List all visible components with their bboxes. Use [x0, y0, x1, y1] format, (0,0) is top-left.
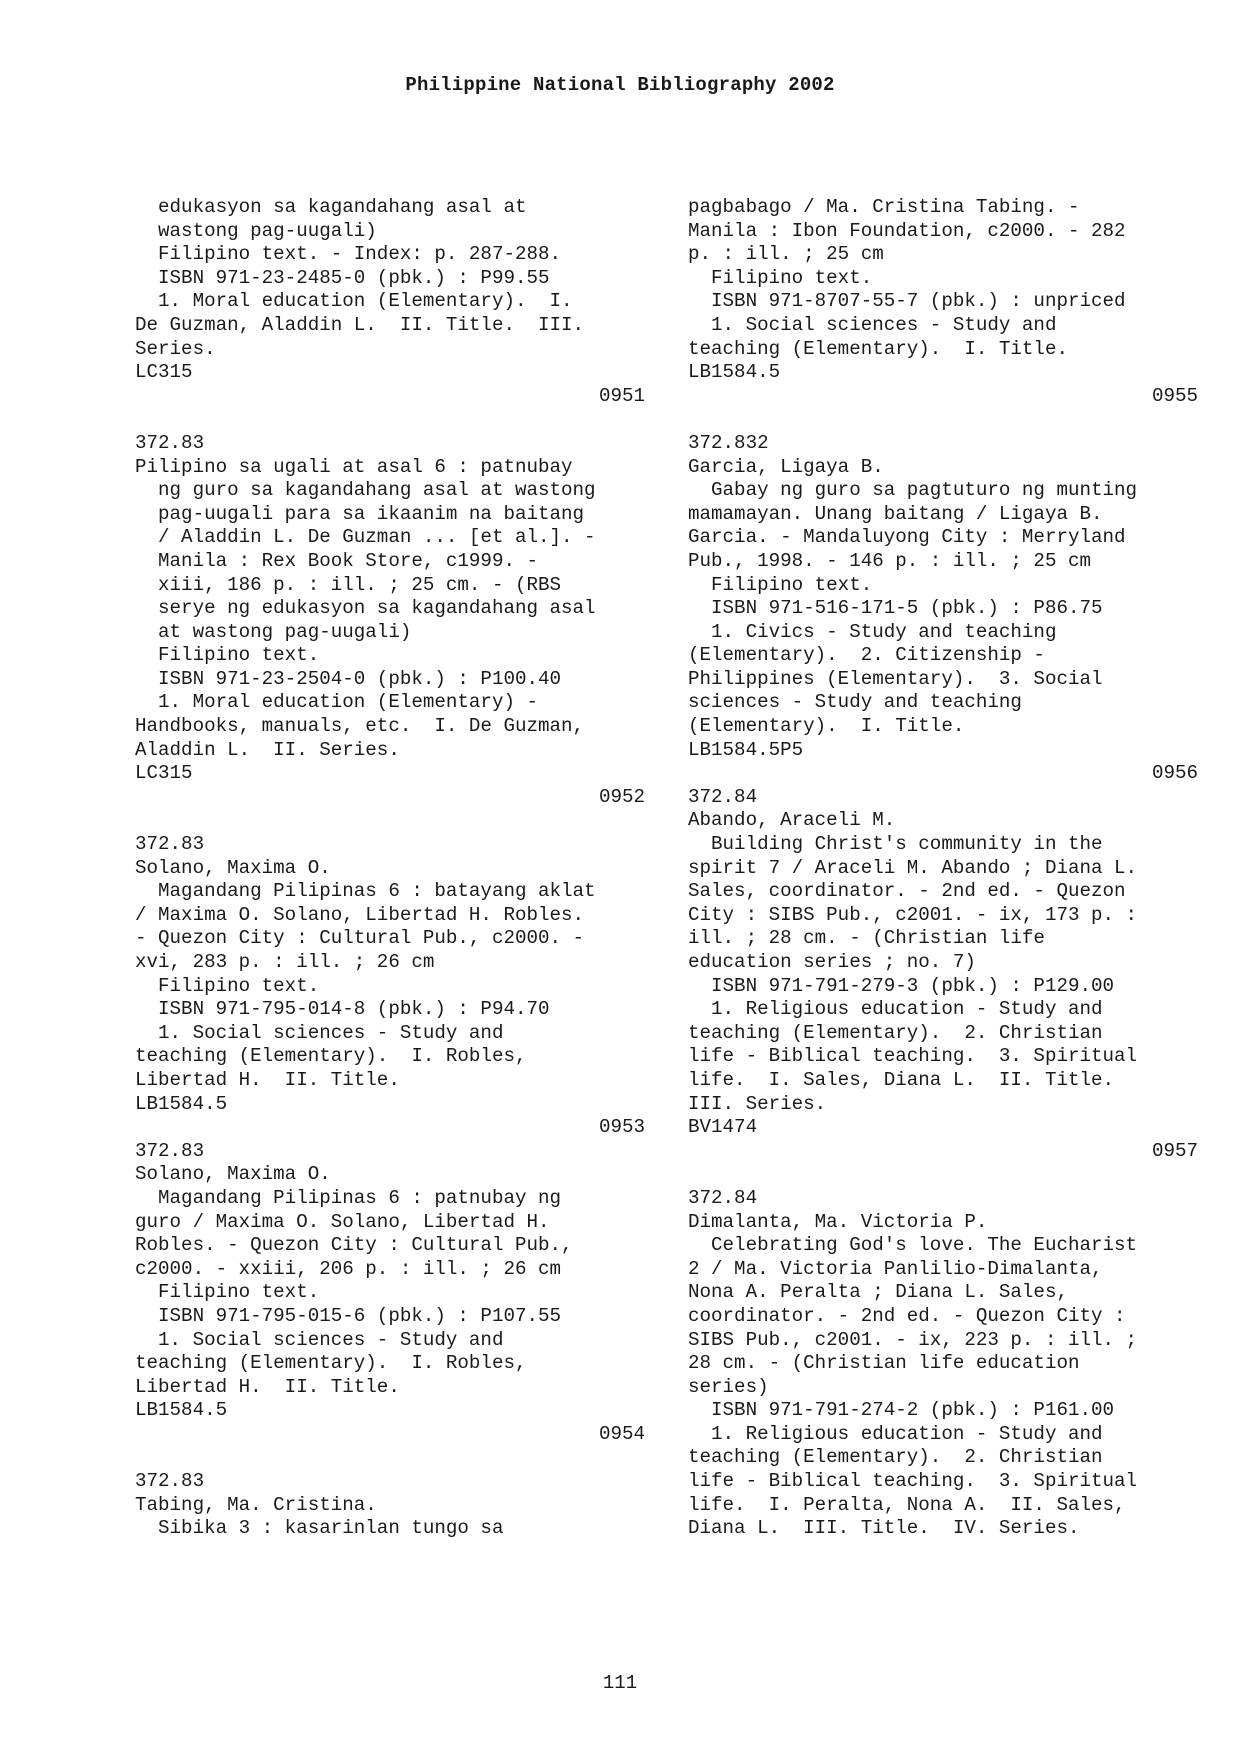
entry-line: Magandang Pilipinas 6 : patnubay ng: [135, 1186, 562, 1209]
entry-line: education series ; no. 7): [688, 951, 976, 973]
entry-line: Nona A. Peralta ; Diana L. Sales,: [688, 1281, 1068, 1304]
entry-line: 372.83: [135, 1470, 205, 1493]
entry-line: ng guro sa kagandahang asal at wastong: [135, 479, 596, 502]
entry-line: LC315: [135, 762, 193, 785]
entry-line: 1. Religious education - Study and: [688, 1422, 1103, 1445]
entry-line: Pub., 1998. - 146 p. : ill. ; 25 cm: [688, 549, 1092, 572]
bibliography-entry: [135, 1470, 645, 1541]
entry-line: 1. Religious education - Study and: [688, 998, 1103, 1021]
entry-number: 0954: [598, 1422, 645, 1445]
entry-number: 0952: [598, 785, 645, 808]
entry-line: at wastong pag-uugali): [135, 620, 412, 643]
entry-line: Pilipino sa ugali at asal 6 : patnubay: [135, 455, 573, 478]
entry-spacer: [135, 809, 645, 833]
entry-line: p. : ill. ; 25 cm: [688, 243, 884, 266]
entry-line: 372.83: [135, 431, 205, 454]
entry-line: Robles. - Quezon City : Cultural Pub.,: [135, 1234, 573, 1257]
entry-line: De Guzman, Aladdin L. II. Title. III.: [135, 313, 585, 336]
entry-line: III. Series.: [688, 1092, 827, 1115]
entry-line: Solano, Maxima O.: [135, 856, 331, 879]
entry-line: ISBN 971-23-2504-0 (pbk.) : P100.40: [135, 667, 562, 690]
entry-line: BV1474: [688, 1116, 758, 1139]
entry-line: 1. Social sciences - Study and: [135, 1021, 504, 1044]
entry-line: 1. Moral education (Elementary). I.: [135, 290, 573, 313]
entry-line: - Quezon City : Cultural Pub., c2000. -: [135, 927, 585, 950]
entry-line: sciences - Study and teaching: [688, 691, 1022, 714]
entry-line: / Maxima O. Solano, Libertad H. Robles.: [135, 903, 585, 926]
entry-line: pagbabago / Ma. Cristina Tabing. -: [688, 196, 1080, 218]
entry-spacer: [688, 1163, 1198, 1187]
entry-line: ISBN 971-516-171-5 (pbk.) : P86.75: [688, 597, 1103, 620]
bibliography-entry: [135, 432, 645, 810]
entry-line: ill. ; 28 cm. - (Christian life: [688, 927, 1045, 950]
entry-line: LB1584.5P5: [688, 738, 804, 761]
entry-line: wastong pag-uugali): [135, 219, 377, 242]
entry-line: life. I. Sales, Diana L. II. Title.: [688, 1068, 1115, 1091]
entry-line: Sibika 3 : kasarinlan tungo sa: [135, 1517, 504, 1540]
entry-line: 372.832: [688, 431, 769, 454]
entry-line: Filipino text.: [688, 573, 873, 596]
entry-line: spirit 7 / Araceli M. Abando ; Diana L.: [688, 856, 1138, 879]
entry-line: LB1584.5: [135, 1399, 228, 1422]
bibliography-entry: [688, 786, 1198, 1164]
entry-line: Gabay ng guro sa pagtuturo ng munting: [688, 479, 1138, 502]
entry-line: Abando, Araceli M.: [688, 809, 896, 832]
entry-line: LC315: [135, 361, 193, 384]
entry-line: Aladdin L. II. Series.: [135, 738, 400, 761]
entry-line: Solano, Maxima O.: [135, 1163, 331, 1186]
entry-line: 1. Civics - Study and teaching: [688, 620, 1057, 643]
entry-line: 1. Moral education (Elementary) -: [135, 691, 539, 714]
entry-line: coordinator. - 2nd ed. - Quezon City :: [688, 1304, 1126, 1327]
entry-line: Filipino text.: [688, 266, 873, 289]
entry-line: Handbooks, manuals, etc. I. De Guzman,: [135, 715, 585, 738]
entry-line: c2000. - xxiii, 206 p. : ill. ; 26 cm: [135, 1257, 562, 1280]
bibliography-entry: [135, 196, 645, 408]
entry-line: life - Biblical teaching. 3. Spiritual: [688, 1045, 1138, 1068]
entry-line: Libertad H. II. Title.: [135, 1068, 400, 1091]
entry-line: 1. Social sciences - Study and: [135, 1328, 504, 1351]
entry-line: teaching (Elementary). I. Robles,: [135, 1352, 527, 1375]
entry-line: life - Biblical teaching. 3. Spiritual: [688, 1470, 1138, 1493]
entry-line: 372.83: [135, 833, 205, 856]
entry-line: Building Christ's community in the: [688, 833, 1103, 856]
entry-line: LB1584.5: [135, 1092, 228, 1115]
bibliography-entry: [135, 1140, 645, 1447]
entry-line: Diana L. III. Title. IV. Series.: [688, 1517, 1080, 1540]
bibliography-entry: [688, 196, 1198, 408]
entry-line: xvi, 283 p. : ill. ; 26 cm: [135, 951, 435, 973]
entry-line: Filipino text.: [135, 974, 320, 997]
right-column: [688, 196, 1198, 1541]
entry-line: ISBN 971-791-274-2 (pbk.) : P161.00: [688, 1399, 1115, 1422]
entry-line: Libertad H. II. Title.: [135, 1375, 400, 1398]
entry-line: Manila : Rex Book Store, c1999. -: [135, 549, 539, 572]
bibliography-entry: [135, 833, 645, 1140]
entry-line: teaching (Elementary). 2. Christian: [688, 1446, 1103, 1469]
entry-line: ISBN 971-791-279-3 (pbk.) : P129.00: [688, 974, 1115, 997]
entry-line: Filipino text.: [135, 644, 320, 667]
entry-spacer: [135, 408, 645, 432]
entry-line: ISBN 971-795-014-8 (pbk.) : P94.70: [135, 998, 550, 1021]
entry-line: Filipino text.: [135, 1281, 320, 1304]
entry-line: guro / Maxima O. Solano, Libertad H.: [135, 1210, 550, 1233]
entry-line: Magandang Pilipinas 6 : batayang aklat: [135, 880, 596, 903]
entry-number: 0953: [598, 1116, 645, 1139]
entry-line: teaching (Elementary). I. Title.: [688, 337, 1068, 360]
bibliography-entry: [688, 1187, 1198, 1541]
entry-line: teaching (Elementary). 2. Christian: [688, 1021, 1103, 1044]
entry-number: 0956: [1151, 762, 1198, 785]
entry-line: 372.84: [688, 785, 758, 808]
entry-line: Celebrating God's love. The Eucharist: [688, 1234, 1138, 1257]
entry-line: ISBN 971-23-2485-0 (pbk.) : P99.55: [135, 266, 550, 289]
entry-line: pag-uugali para sa ikaanim na baitang: [135, 502, 585, 525]
entry-line: Series.: [135, 337, 216, 360]
entry-number: 0955: [1151, 384, 1198, 407]
entry-line: Tabing, Ma. Cristina.: [135, 1493, 377, 1516]
entry-line: / Aladdin L. De Guzman ... [et al.]. -: [135, 526, 596, 549]
entry-line: (Elementary). I. Title.: [688, 715, 965, 738]
entry-line: 2 / Ma. Victoria Panlilio-Dimalanta,: [688, 1257, 1103, 1280]
entry-line: City : SIBS Pub., c2001. - ix, 173 p. :: [688, 903, 1138, 926]
entry-line: 372.84: [688, 1186, 758, 1209]
entry-spacer: [688, 408, 1198, 432]
entry-line: Garcia, Ligaya B.: [688, 455, 884, 478]
entry-line: 372.83: [135, 1139, 205, 1162]
page-title: Philippine National Bibliography 2002: [405, 74, 835, 96]
entry-line: Dimalanta, Ma. Victoria P.: [688, 1210, 988, 1233]
entry-number: 0951: [598, 384, 645, 407]
entry-line: 28 cm. - (Christian life education: [688, 1352, 1080, 1375]
entry-line: ISBN 971-8707-55-7 (pbk.) : unpriced: [688, 290, 1126, 313]
entry-line: Sales, coordinator. - 2nd ed. - Quezon: [688, 880, 1126, 903]
entry-line: mamamayan. Unang baitang / Ligaya B.: [688, 502, 1103, 525]
entry-line: life. I. Peralta, Nona A. II. Sales,: [688, 1493, 1126, 1516]
entry-line: SIBS Pub., c2001. - ix, 223 p. : ill. ;: [688, 1328, 1138, 1351]
entry-line: xiii, 186 p. : ill. ; 25 cm. - (RBS: [135, 573, 562, 596]
entry-line: edukasyon sa kagandahang asal at: [135, 196, 527, 218]
entry-line: Manila : Ibon Foundation, c2000. - 282: [688, 219, 1126, 242]
bibliography-entry: [688, 432, 1198, 786]
entry-line: 1. Social sciences - Study and: [688, 313, 1057, 336]
entry-line: Filipino text. - Index: p. 287-288.: [135, 243, 562, 266]
entry-line: LB1584.5: [688, 361, 781, 384]
left-column: [135, 196, 645, 1541]
entry-number: 0957: [1151, 1139, 1198, 1162]
entry-line: Garcia. - Mandaluyong City : Merryland: [688, 526, 1126, 549]
entry-line: Philippines (Elementary). 3. Social: [688, 667, 1103, 690]
entry-line: series): [688, 1375, 769, 1398]
entry-line: ISBN 971-795-015-6 (pbk.) : P107.55: [135, 1304, 562, 1327]
entry-spacer: [135, 1446, 645, 1470]
page-number: 111: [602, 1672, 638, 1694]
entry-line: serye ng edukasyon sa kagandahang asal: [135, 597, 596, 620]
entry-line: teaching (Elementary). I. Robles,: [135, 1045, 527, 1068]
entry-line: (Elementary). 2. Citizenship -: [688, 644, 1045, 667]
